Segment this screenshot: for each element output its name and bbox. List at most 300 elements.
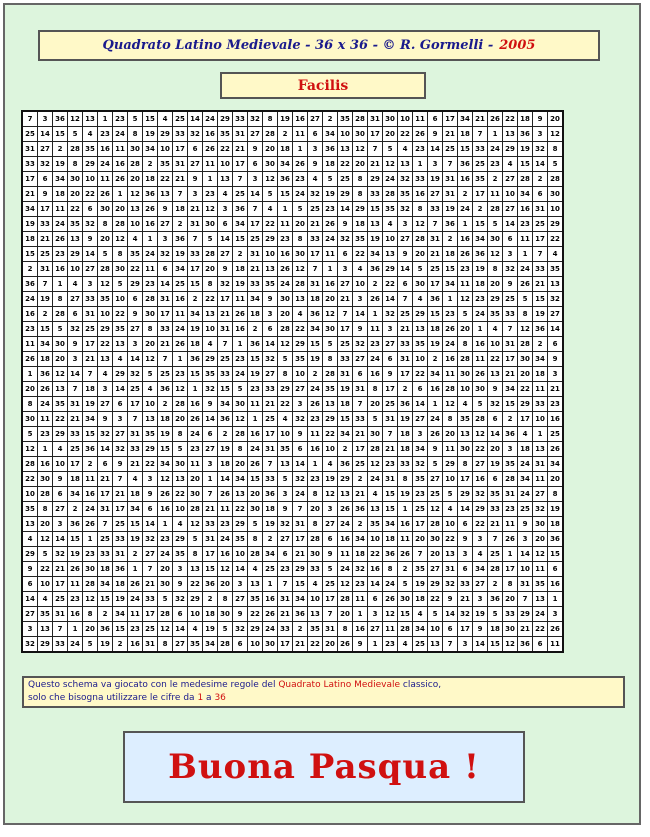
grid-row (22, 382, 563, 397)
grid-cell: 30 (503, 622, 518, 637)
grid-cell: 7 (203, 487, 218, 502)
grid-cell: 9 (248, 142, 263, 157)
grid-cell: 28 (413, 232, 428, 247)
grid-cell: 29 (173, 532, 188, 547)
grid-cell: 8 (98, 217, 113, 232)
grid-cell: 13 (278, 457, 293, 472)
grid-cell: 13 (533, 592, 548, 607)
grid-cell: 26 (413, 127, 428, 142)
grid-cell: 3 (173, 562, 188, 577)
grid-cell: 8 (338, 622, 353, 637)
grid-cell: 10 (128, 217, 143, 232)
grid-cell: 9 (308, 157, 323, 172)
rules-line-2-mid: a (206, 693, 212, 703)
grid-cell: 27 (83, 262, 98, 277)
grid-cell: 24 (293, 487, 308, 502)
grid-cell: 7 (338, 307, 353, 322)
grid-cell: 31 (368, 111, 383, 127)
grid-cell: 9 (233, 607, 248, 622)
grid-cell: 35 (113, 322, 128, 337)
grid-cell: 18 (398, 427, 413, 442)
grid-cell: 29 (263, 232, 278, 247)
grid-cell: 13 (128, 202, 143, 217)
grid-cell: 21 (308, 217, 323, 232)
grid-cell: 17 (428, 277, 443, 292)
grid-cell: 1 (323, 262, 338, 277)
grid-cell: 34 (413, 442, 428, 457)
grid-cell: 16 (473, 337, 488, 352)
grid-cell: 4 (173, 517, 188, 532)
grid-cell: 24 (518, 262, 533, 277)
grid-row (22, 457, 563, 472)
grid-cell: 31 (293, 517, 308, 532)
grid-cell: 2 (398, 562, 413, 577)
grid-cell: 13 (398, 157, 413, 172)
grid-cell: 3 (22, 622, 38, 637)
grid-cell: 20 (518, 367, 533, 382)
grid-cell: 21 (173, 172, 188, 187)
grid-cell: 11 (503, 517, 518, 532)
grid-cell: 34 (128, 502, 143, 517)
grid-cell: 22 (323, 427, 338, 442)
grid-cell: 17 (503, 562, 518, 577)
grid-cell: 28 (263, 127, 278, 142)
grid-cell: 9 (428, 127, 443, 142)
grid-cell: 29 (38, 637, 53, 653)
grid-cell: 25 (248, 232, 263, 247)
grid-cell: 33 (428, 202, 443, 217)
grid-cell: 28 (233, 427, 248, 442)
grid-cell: 31 (113, 547, 128, 562)
grid-cell: 12 (218, 562, 233, 577)
grid-cell: 14 (263, 337, 278, 352)
grid-cell: 8 (248, 532, 263, 547)
grid-cell: 19 (22, 217, 38, 232)
grid-cell: 26 (143, 202, 158, 217)
grid-cell: 4 (413, 292, 428, 307)
grid-cell: 34 (203, 637, 218, 653)
grid-cell: 34 (22, 202, 38, 217)
grid-cell: 8 (353, 187, 368, 202)
grid-cell: 30 (488, 232, 503, 247)
grid-cell: 10 (548, 202, 564, 217)
grid-cell: 1 (518, 247, 533, 262)
grid-cell: 35 (383, 202, 398, 217)
grid-cell: 24 (368, 352, 383, 367)
grid-cell: 5 (22, 427, 38, 442)
grid-cell: 28 (22, 457, 38, 472)
grid-cell: 1 (143, 232, 158, 247)
grid-cell: 21 (503, 367, 518, 382)
grid-cell: 4 (263, 202, 278, 217)
grid-cell: 6 (22, 577, 38, 592)
grid-cell: 17 (128, 397, 143, 412)
grid-cell: 29 (293, 337, 308, 352)
grid-cell: 8 (203, 277, 218, 292)
grid-cell: 6 (278, 547, 293, 562)
grid-cell: 25 (413, 502, 428, 517)
grid-cell: 27 (473, 577, 488, 592)
grid-cell: 11 (533, 562, 548, 577)
grid-cell: 26 (293, 157, 308, 172)
grid-cell: 26 (323, 217, 338, 232)
grid-cell: 20 (383, 127, 398, 142)
grid-cell: 28 (308, 532, 323, 547)
grid-cell: 3 (503, 247, 518, 262)
grid-cell: 17 (503, 352, 518, 367)
grid-cell: 20 (323, 292, 338, 307)
grid-cell: 1 (368, 307, 383, 322)
grid-cell: 22 (98, 337, 113, 352)
grid-cell: 29 (233, 517, 248, 532)
grid-cell: 9 (68, 337, 83, 352)
grid-cell: 15 (68, 532, 83, 547)
grid-cell: 8 (458, 337, 473, 352)
grid-cell: 13 (173, 472, 188, 487)
grid-cell: 19 (143, 127, 158, 142)
grid-cell: 23 (98, 127, 113, 142)
grid-cell: 20 (278, 307, 293, 322)
grid-cell: 18 (518, 111, 533, 127)
grid-cell: 4 (323, 457, 338, 472)
grid-cell: 23 (503, 502, 518, 517)
grid-cell: 9 (143, 487, 158, 502)
grid-cell: 5 (488, 217, 503, 232)
grid-cell: 2 (22, 262, 38, 277)
grid-cell: 7 (53, 622, 68, 637)
grid-cell: 19 (203, 622, 218, 637)
grid-cell: 3 (278, 487, 293, 502)
grid-cell: 27 (188, 157, 203, 172)
grid-cell: 24 (113, 127, 128, 142)
grid-cell: 21 (98, 472, 113, 487)
grid-cell: 34 (323, 127, 338, 142)
grid-cell: 12 (98, 277, 113, 292)
grid-cell: 32 (353, 337, 368, 352)
grid-cell: 33 (488, 502, 503, 517)
grid-cell: 1 (248, 412, 263, 427)
grid-cell: 28 (128, 157, 143, 172)
grid-cell: 36 (113, 562, 128, 577)
grid-cell: 2 (323, 111, 338, 127)
grid-cell: 22 (473, 442, 488, 457)
grid-cell: 26 (458, 247, 473, 262)
grid-cell: 26 (113, 172, 128, 187)
grid-cell: 15 (278, 187, 293, 202)
grid-cell: 1 (548, 592, 564, 607)
grid-cell: 14 (128, 352, 143, 367)
grid-cell: 24 (518, 487, 533, 502)
grid-cell: 23 (323, 202, 338, 217)
grid-cell: 15 (113, 622, 128, 637)
grid-cell: 32 (383, 307, 398, 322)
grid-cell: 4 (188, 622, 203, 637)
grid-cell: 18 (488, 622, 503, 637)
grid-cell: 34 (233, 217, 248, 232)
grid-cell: 28 (53, 307, 68, 322)
grid-cell: 3 (53, 517, 68, 532)
grid-cell: 18 (413, 592, 428, 607)
grid-cell: 11 (248, 397, 263, 412)
grid-cell: 3 (263, 307, 278, 322)
grid-cell: 9 (458, 532, 473, 547)
grid-cell: 12 (53, 367, 68, 382)
grid-row (22, 232, 563, 247)
grid-cell: 6 (458, 517, 473, 532)
grid-cell: 14 (113, 382, 128, 397)
grid-cell: 22 (488, 352, 503, 367)
grid-cell: 25 (398, 307, 413, 322)
grid-cell: 14 (533, 157, 548, 172)
grid-cell: 26 (548, 442, 564, 457)
grid-cell: 12 (413, 217, 428, 232)
grid-cell: 5 (53, 322, 68, 337)
grid-cell: 5 (458, 307, 473, 322)
grid-row (22, 217, 563, 232)
grid-cell: 13 (38, 622, 53, 637)
grid-cell: 26 (218, 487, 233, 502)
grid-cell: 22 (143, 457, 158, 472)
grid-cell: 7 (428, 217, 443, 232)
grid-cell: 29 (503, 142, 518, 157)
grid-cell: 8 (22, 397, 38, 412)
grid-cell: 35 (233, 532, 248, 547)
grid-cell: 16 (518, 202, 533, 217)
grid-cell: 15 (488, 637, 503, 653)
grid-cell: 24 (338, 517, 353, 532)
grid-cell: 35 (548, 262, 564, 277)
grid-cell: 30 (458, 367, 473, 382)
grid-cell: 9 (263, 292, 278, 307)
grid-cell: 25 (518, 502, 533, 517)
grid-cell: 30 (383, 111, 398, 127)
grid-cell: 8 (398, 472, 413, 487)
grid-cell: 18 (248, 307, 263, 322)
grid-cell: 28 (383, 187, 398, 202)
grid-cell: 24 (263, 622, 278, 637)
grid-cell: 34 (533, 352, 548, 367)
grid-cell: 1 (173, 352, 188, 367)
grid-cell: 1 (98, 111, 113, 127)
grid-cell: 2 (38, 307, 53, 322)
grid-cell: 22 (278, 397, 293, 412)
grid-cell: 21 (353, 427, 368, 442)
grid-cell: 12 (113, 232, 128, 247)
grid-cell: 30 (323, 322, 338, 337)
grid-cell: 12 (503, 637, 518, 653)
grid-cell: 30 (143, 307, 158, 322)
grid-cell: 11 (533, 472, 548, 487)
grid-cell: 17 (323, 592, 338, 607)
rules-range-from: 1 (197, 693, 204, 703)
grid-cell: 6 (53, 487, 68, 502)
grid-cell: 18 (158, 412, 173, 427)
grid-cell: 29 (488, 292, 503, 307)
grid-cell: 10 (143, 397, 158, 412)
grid-cell: 31 (128, 427, 143, 442)
grid-cell: 33 (218, 367, 233, 382)
grid-cell: 24 (68, 637, 83, 653)
grid-cell: 9 (323, 547, 338, 562)
grid-row (22, 352, 563, 367)
grid-cell: 36 (68, 517, 83, 532)
grid-cell: 16 (548, 412, 564, 427)
grid-cell: 34 (338, 427, 353, 442)
grid-cell: 14 (428, 142, 443, 157)
grid-cell: 24 (203, 111, 218, 127)
grid-cell: 28 (188, 502, 203, 517)
grid-cell: 15 (143, 111, 158, 127)
grid-cell: 31 (308, 277, 323, 292)
grid-cell: 28 (443, 382, 458, 397)
grid-cell: 17 (263, 427, 278, 442)
grid-cell: 13 (158, 187, 173, 202)
grid-cell: 25 (413, 637, 428, 653)
grid-cell: 22 (443, 532, 458, 547)
grid-cell: 30 (188, 487, 203, 502)
rules-line-2-prefix: solo che bisogna utilizzare le cifre da (28, 693, 195, 703)
grid-cell: 31 (188, 217, 203, 232)
grid-cell: 8 (113, 247, 128, 262)
grid-cell: 19 (533, 307, 548, 322)
grid-cell: 10 (188, 607, 203, 622)
grid-cell: 4 (458, 397, 473, 412)
grid-cell: 4 (53, 442, 68, 457)
grid-cell: 32 (293, 472, 308, 487)
grid-cell: 2 (458, 187, 473, 202)
grid-cell: 36 (368, 262, 383, 277)
grid-cell: 13 (83, 111, 98, 127)
grid-cell: 2 (188, 292, 203, 307)
grid-cell: 27 (428, 472, 443, 487)
grid-cell: 12 (22, 442, 38, 457)
grid-cell: 24 (488, 142, 503, 157)
grid-cell: 31 (533, 202, 548, 217)
grid-cell: 2 (113, 637, 128, 653)
grid-cell: 29 (338, 472, 353, 487)
grid-cell: 34 (278, 157, 293, 172)
grid-cell: 34 (248, 292, 263, 307)
grid-cell: 20 (548, 111, 564, 127)
grid-cell: 9 (443, 592, 458, 607)
grid-cell: 16 (308, 442, 323, 457)
grid-cell: 32 (188, 127, 203, 142)
grid-cell: 35 (158, 157, 173, 172)
grid-cell: 28 (473, 412, 488, 427)
grid-cell: 5 (323, 337, 338, 352)
grid-cell: 24 (218, 532, 233, 547)
grid-cell: 31 (68, 397, 83, 412)
grid-row (22, 532, 563, 547)
grid-cell: 6 (143, 502, 158, 517)
grid-cell: 19 (248, 367, 263, 382)
grid-cell: 1 (22, 367, 38, 382)
grid-cell: 13 (22, 517, 38, 532)
grid-cell: 35 (338, 111, 353, 127)
grid-cell: 32 (38, 157, 53, 172)
grid-cell: 23 (443, 307, 458, 322)
grid-cell: 31 (158, 292, 173, 307)
grid-cell: 6 (488, 472, 503, 487)
grid-cell: 2 (68, 502, 83, 517)
grid-cell: 18 (383, 532, 398, 547)
grid-cell: 26 (98, 187, 113, 202)
grid-cell: 10 (383, 232, 398, 247)
grid-cell: 32 (338, 232, 353, 247)
grid-cell: 12 (278, 337, 293, 352)
grid-cell: 11 (473, 352, 488, 367)
grid-cell: 27 (428, 562, 443, 577)
grid-cell: 26 (278, 262, 293, 277)
grid-cell: 31 (353, 382, 368, 397)
grid-cell: 3 (38, 111, 53, 127)
grid-cell: 15 (473, 217, 488, 232)
grid-cell: 31 (533, 457, 548, 472)
grid-cell: 12 (368, 457, 383, 472)
grid-cell: 11 (488, 187, 503, 202)
grid-cell: 16 (233, 322, 248, 337)
grid-cell: 23 (488, 157, 503, 172)
grid-cell: 32 (398, 172, 413, 187)
grid-cell: 33 (503, 607, 518, 622)
grid-cell: 13 (68, 232, 83, 247)
grid-cell: 25 (98, 532, 113, 547)
grid-cell: 19 (368, 232, 383, 247)
grid-cell: 4 (548, 247, 564, 262)
grid-cell: 5 (173, 442, 188, 457)
rules-range-to: 36 (214, 693, 226, 703)
grid-cell: 17 (383, 382, 398, 397)
grid-cell: 12 (68, 111, 83, 127)
grid-cell: 33 (233, 111, 248, 127)
grid-cell: 2 (473, 202, 488, 217)
grid-cell: 24 (383, 577, 398, 592)
grid-cell: 9 (38, 187, 53, 202)
grid-cell: 2 (398, 382, 413, 397)
grid-cell: 1 (473, 322, 488, 337)
grid-cell: 33 (308, 232, 323, 247)
grid-cell: 28 (458, 352, 473, 367)
grid-cell: 5 (68, 127, 83, 142)
grid-cell: 31 (53, 607, 68, 622)
grid-cell: 33 (398, 337, 413, 352)
grid-cell: 34 (503, 382, 518, 397)
grid-cell: 2 (533, 337, 548, 352)
grid-cell: 5 (248, 517, 263, 532)
grid-cell: 12 (353, 142, 368, 157)
grid-cell: 32 (53, 547, 68, 562)
grid-cell: 36 (338, 457, 353, 472)
grid-cell: 3 (233, 577, 248, 592)
grid-cell: 19 (83, 397, 98, 412)
grid-cell: 10 (458, 382, 473, 397)
grid-cell: 28 (488, 562, 503, 577)
grid-cell: 13 (458, 427, 473, 442)
grid-cell: 25 (173, 277, 188, 292)
grid-cell: 13 (98, 352, 113, 367)
grid-cell: 9 (488, 382, 503, 397)
grid-cell: 24 (98, 157, 113, 172)
grid-cell: 14 (458, 502, 473, 517)
grid-cell: 7 (383, 427, 398, 442)
grid-cell: 3 (113, 412, 128, 427)
grid-cell: 21 (293, 637, 308, 653)
grid-cell: 16 (68, 607, 83, 622)
grid-cell: 35 (413, 337, 428, 352)
grid-cell: 1 (278, 202, 293, 217)
grid-cell: 2 (128, 547, 143, 562)
grid-cell: 19 (548, 502, 564, 517)
